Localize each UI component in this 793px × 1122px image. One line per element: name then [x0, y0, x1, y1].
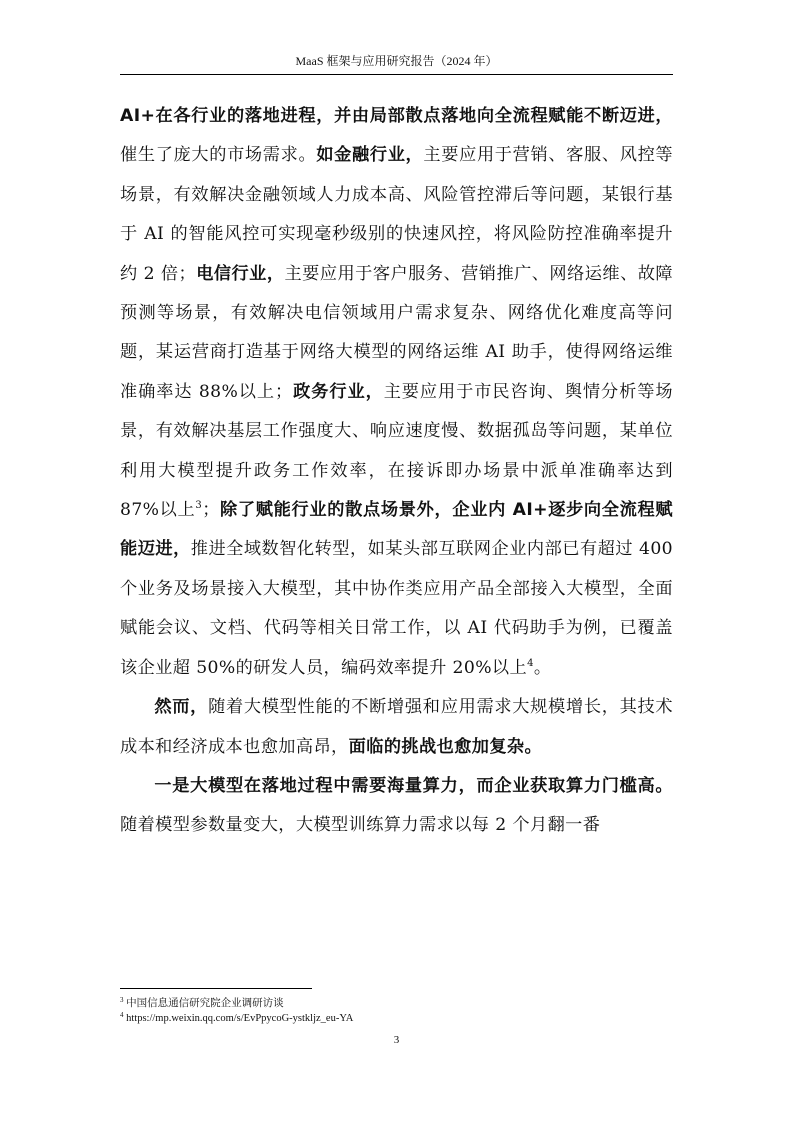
- footnote-4: [120, 1011, 673, 1026]
- footnote-link[interactable]: https://mp.weixin.qq.com/s/EvPpycoG-ystkljz_eu-YA: [126, 1013, 354, 1024]
- footnote-text: 中国信息通信研究院企业调研访谈: [126, 998, 284, 1009]
- bold-phrase: 除了赋能行业的散点场景外，企业内 AI+逐步向全流程赋能迈进，: [120, 500, 673, 560]
- bold-phrase: 政务行业，: [292, 381, 384, 402]
- footnote-divider: [120, 988, 312, 989]
- bold-phrase: 如金融行业，: [316, 145, 424, 166]
- text-span: 推进全域数智化转型，如某头部互联网企业内部已有超过 400 个业务及场景接入大模型，其中协作类应用产品全部接入大模型，全面赋能会议、文档、代码等相关日常工作，以 AI 代码助手为例，已覆盖该企业超 50%的研发人员，编码效率提升 20%以上: [120, 539, 673, 678]
- body-text: [120, 97, 673, 846]
- bold-phrase: AI+在各行业的落地进程，并由局部散点落地向全流程赋能不断迈进，: [120, 106, 673, 126]
- paragraph-2: [120, 688, 673, 767]
- footnote-3: [120, 996, 673, 1011]
- header-divider: [120, 74, 673, 75]
- footnote-ref-3[interactable]: 3: [195, 500, 203, 512]
- bold-phrase: 然而，: [154, 697, 209, 718]
- text-span: 随着大模型性能的不断增强和应用需求大规模增长，其技术成本和经济成本也愈加高昂，: [120, 697, 674, 757]
- bold-phrase: 电信行业，: [196, 263, 285, 284]
- footnote-ref-4[interactable]: 4: [527, 657, 534, 669]
- text-span: 随着模型参数量变大，大模型训练算力需求以每 2 个月翻一番: [120, 815, 601, 836]
- text-span: 主要应用于市民咨询、舆情分析等场景，有效解决基层工作强度大、响应速度慢、数据孤岛等问题，某单位利用大模型提升政务工作效率，在接诉即办场景中派单准确率达到 87%以上: [120, 381, 673, 521]
- text-span: 主要应用于客户服务、营销推广、网络运维、故障预测等场景，有效解决电信领域用户需求复杂、网络优化难度高等问题，某运营商打造基于网络大模型的网络运维 AI 助手，使得网络运维准确率达 88%以上；: [120, 263, 673, 402]
- running-header: MaaS 框架与应用研究报告（2024 年）: [295, 54, 498, 68]
- bold-phrase: 面临的挑战也愈加复杂。: [348, 736, 543, 757]
- bold-phrase: 一是大模型在落地过程中需要海量算力，而企业获取算力门槛高。: [154, 775, 673, 796]
- text-span: 主要应用于营销、客服、风控等场景，有效解决金融领域人力成本高、风险管控滞后等问题，某银行基于 AI 的智能风控可实现毫秒级别的快速风控，将风险防控准确率提升约 2 倍；: [120, 145, 673, 284]
- footnote-number: 4: [120, 1011, 124, 1019]
- paragraph-1: [120, 97, 673, 688]
- page-number: 3: [393, 1034, 400, 1046]
- paragraph-3: [120, 767, 673, 846]
- text-span: 。: [533, 657, 552, 678]
- footnote-number: 3: [120, 996, 124, 1004]
- text-span: 催生了庞大的市场需求。: [120, 145, 317, 166]
- text-span: ；: [202, 500, 220, 521]
- footnotes: [120, 996, 673, 1026]
